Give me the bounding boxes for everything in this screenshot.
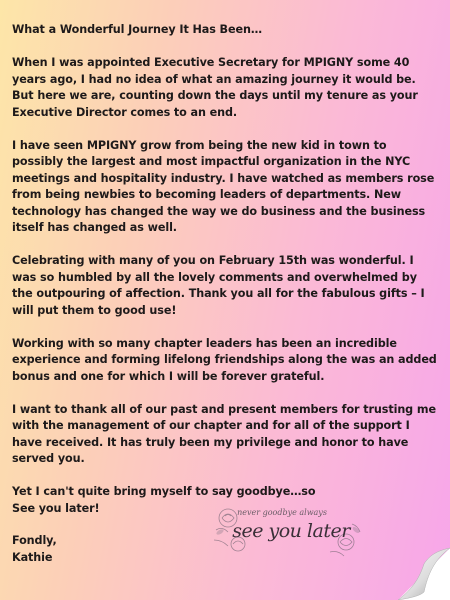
page-curl-icon — [390, 540, 450, 600]
paragraph-3: Celebrating with many of you on February 15th was wonderful. I was so humbled by all the lovely comments and overwhelmed by the outpouring of affection. Thank you all for the fabulous gifts – I will put them to good use! — [12, 254, 425, 317]
signoff: Fondly, — [12, 534, 57, 547]
stamp-script-text: see you later — [232, 520, 350, 542]
stamp-tagline: never goodbye always — [237, 508, 327, 517]
closing-line-2: See you later! — [12, 501, 100, 515]
closing-line-1: Yet I can't quite bring myself to say goodbye…so — [12, 485, 316, 498]
paragraph-2: I have seen MPIGNY grow from being the new kid in town to possibly the largest and most impactful organization in the NYC meetings and hospitality industry. I have watched as members rose from being newbies to becoming leaders of departments. New technology has changed the way we do business and the business itself has changed as well. — [12, 138, 435, 234]
letter-title: What a Wonderful Journey It Has Been… — [12, 23, 262, 36]
paragraph-1: When I was appointed Executive Secretary for MPIGNY some 40 years ago, I had no idea of what an amazing journey it would be. But here we are, counting down the days until my tenure as your Executive Director comes to an end. — [12, 56, 418, 119]
see-you-later-stamp — [212, 500, 362, 560]
paragraph-5: I want to thank all of our past and present members for trusting me with the management of our chapter and for all of the support I have received. It has truly been my privilege and honor to have served you. — [12, 402, 436, 465]
signature-name: Kathie — [12, 550, 53, 564]
letter-body — [12, 22, 440, 566]
paragraph-4: Working with so many chapter leaders has been an incredible experience and forming lifelong friendships along the was an added bonus and one for which I will be forever grateful. — [12, 336, 437, 383]
